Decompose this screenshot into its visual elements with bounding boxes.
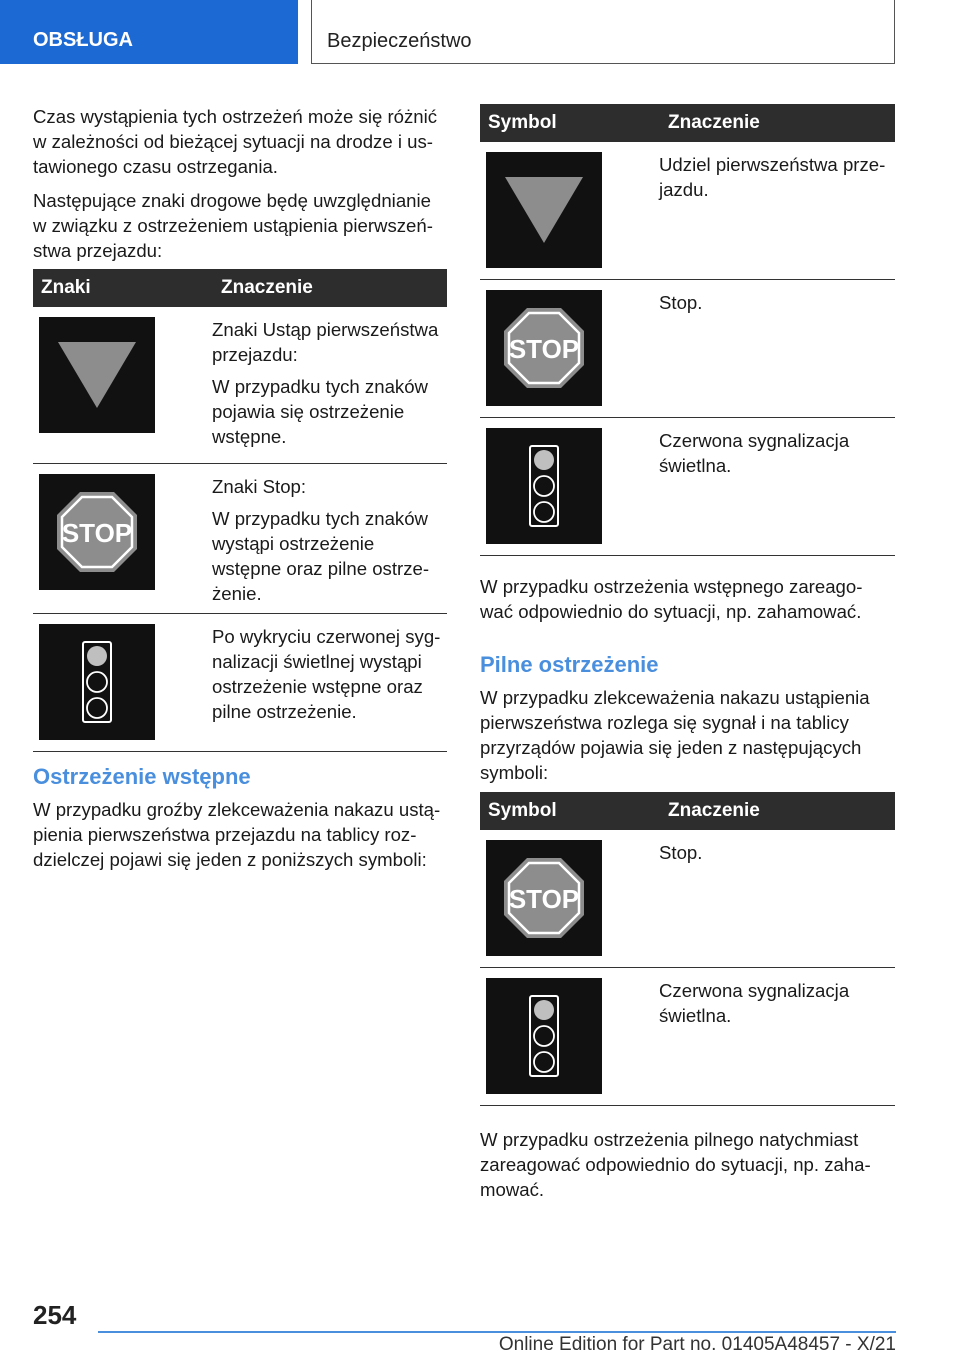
yield-sign-icon xyxy=(502,173,586,247)
row-meaning-line: Znaki Stop: xyxy=(212,475,307,497)
svg-text:STOP: STOP xyxy=(61,517,133,548)
traffic-light-icon xyxy=(82,641,112,723)
heading-urgent-warning: Pilne ostrzeżenie xyxy=(480,652,659,677)
pre-warning-symbols-table xyxy=(480,104,895,556)
column-header-meaning: Znaczenie xyxy=(202,269,447,307)
table-row xyxy=(480,280,895,418)
pre-warning-advice: W przypadku ostrzeżenia wstępnego zareago- wać odpowiednio do sytuacji, np. zahamować. xyxy=(480,576,863,622)
table-row xyxy=(480,142,895,280)
traffic-light-icon xyxy=(529,995,559,1077)
column-header-symbol: Symbol xyxy=(480,104,649,142)
stop-sign-icon xyxy=(503,857,585,939)
stop-sign-icon xyxy=(503,307,585,389)
row-meaning-line: Udziel pierwszeństwa prze- jazdu. xyxy=(659,154,886,200)
footer-divider xyxy=(98,1331,896,1333)
page-number: 254 xyxy=(33,1300,77,1330)
pre-warning-paragraph: W przypadku groźby zlekceważenia nakazu ustą- pienia pierwszeństwa przejazdu na tablicy roz- dzielczej pojawi się jeden z poniższych symboli: xyxy=(33,799,441,870)
traffic-light-icon xyxy=(529,445,559,527)
table-row xyxy=(33,463,447,613)
column-header-symbol: Symbol xyxy=(480,792,649,830)
section-tab[interactable]: OBSŁUGA xyxy=(0,0,298,64)
table-header-row xyxy=(480,792,895,830)
footer-edition[interactable]: Online Edition for Part no. 01405A48457 - X/21 xyxy=(498,1334,896,1355)
table-row xyxy=(480,968,895,1106)
table-row xyxy=(33,307,447,463)
stop-sign-icon xyxy=(56,491,138,573)
signs-table xyxy=(33,269,447,752)
column-header-signs: Znaki xyxy=(33,269,202,307)
intro-paragraph-1: Czas wystąpienia tych ostrzeżeń może się różnić w zależności od bieżącej sytuacji na drodze i us- tawionego czasu ostrzegania. xyxy=(33,106,438,177)
table-row xyxy=(480,418,895,556)
heading-pre-warning: Ostrzeżenie wstępne xyxy=(33,764,251,789)
column-header-meaning: Znaczenie xyxy=(649,104,895,142)
page-section-title: Bezpieczeństwo xyxy=(311,0,895,64)
urgent-warning-paragraph: W przypadku zlekceważenia nakazu ustąpienia pierwszeństwa rozlega się sygnał i na tablicy przyrządów pojawia się jeden z następujących symboli: xyxy=(480,687,870,783)
row-meaning-line: Stop. xyxy=(659,842,703,863)
urgent-warning-advice: W przypadku ostrzeżenia pilnego natychmiast zareagować odpowiednio do sytuacji, np. zaha- mować. xyxy=(480,1129,871,1200)
row-meaning-line: Po wykryciu czerwonej syg- nalizacji świetlnej wystąpi ostrzeżenie wstępne oraz pilne ostrzeżenie. xyxy=(212,625,441,722)
row-meaning-line: Stop. xyxy=(659,292,703,313)
table-row xyxy=(480,830,895,968)
svg-text:STOP: STOP xyxy=(508,334,580,364)
yield-sign-icon xyxy=(55,338,139,412)
row-meaning-line: W przypadku tych znaków pojawia się ostrzeżenie wstępne. xyxy=(212,376,428,447)
table-header-row xyxy=(33,269,447,307)
table-row xyxy=(33,613,447,751)
table-header-row xyxy=(480,104,895,142)
row-meaning-line: Czerwona sygnalizacja świetlna. xyxy=(659,980,850,1026)
row-meaning-line: Znaki Ustąp pierwszeństwa przejazdu: xyxy=(212,319,439,365)
svg-text:STOP: STOP xyxy=(508,884,580,914)
column-header-meaning: Znaczenie xyxy=(649,792,895,830)
row-meaning-line: Czerwona sygnalizacja świetlna. xyxy=(659,430,850,476)
intro-paragraph-2: Następujące znaki drogowe będę uwzględnianie w związku z ostrzeżeniem ustąpienia pierwszeń- stwa przejazdu: xyxy=(33,190,433,261)
row-meaning-line: W przypadku tych znaków wystąpi ostrzeżenie wstępne oraz pilne ostrze- żenie. xyxy=(212,507,430,604)
urgent-symbols-table xyxy=(480,792,895,1106)
